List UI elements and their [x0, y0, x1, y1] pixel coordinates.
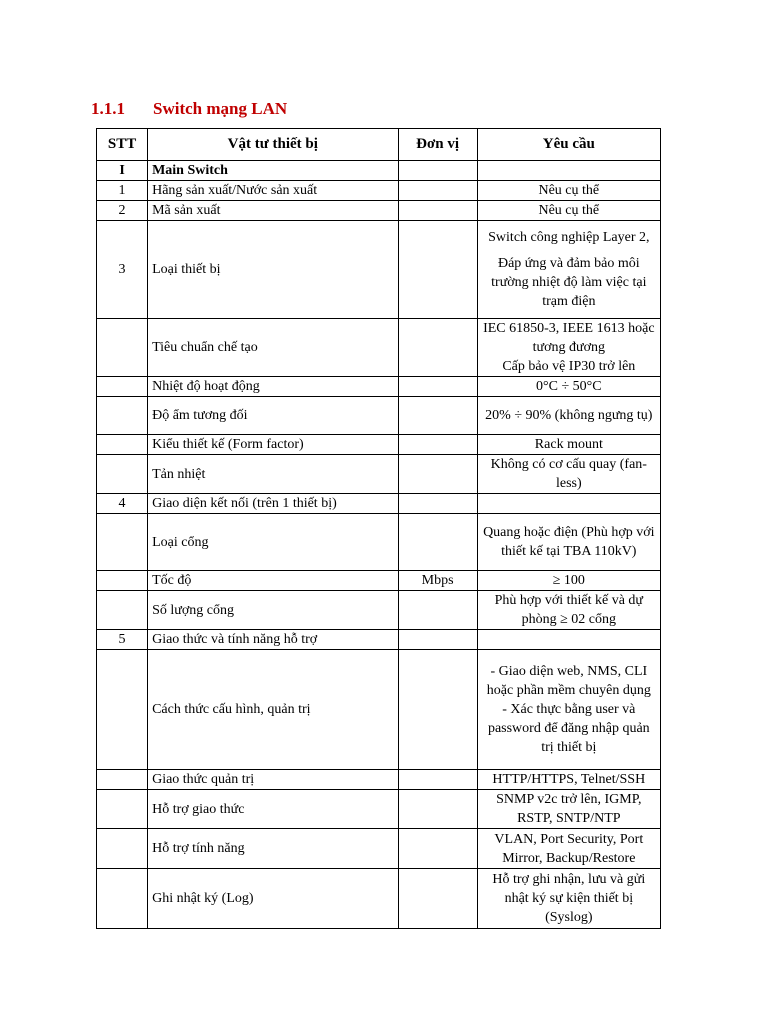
cell-stt — [97, 571, 148, 591]
spec-table — [96, 128, 661, 929]
cell-unit — [398, 377, 477, 397]
cell-unit — [398, 455, 477, 494]
requirement-line: Rack mount — [534, 437, 603, 452]
requirement-line: ≥ 100 — [552, 573, 585, 588]
cell-item: Loại thiết bị — [148, 221, 398, 319]
cell-item: Giao thức và tính năng hỗ trợ — [148, 630, 398, 650]
cell-item: Cách thức cấu hình, quản trị — [148, 650, 398, 770]
section-heading — [91, 99, 287, 119]
table-header-row — [97, 129, 661, 161]
header-item: Vật tư thiết bị — [148, 129, 398, 161]
cell-stt — [97, 319, 148, 377]
cell-item: Main Switch — [148, 161, 398, 181]
requirement-line: Phù hợp với thiết kế và dự phòng ≥ 02 cổng — [494, 593, 644, 627]
cell-requirement — [477, 455, 660, 494]
table-row — [97, 790, 661, 829]
requirement-line: Nêu cụ thể — [538, 203, 600, 218]
cell-unit: Mbps — [398, 571, 477, 591]
table-row — [97, 221, 661, 319]
cell-requirement — [477, 514, 660, 571]
cell-unit — [398, 770, 477, 790]
cell-stt — [97, 829, 148, 869]
cell-stt — [97, 397, 148, 435]
cell-requirement — [477, 770, 660, 790]
cell-requirement — [477, 630, 660, 650]
cell-stt — [97, 455, 148, 494]
cell-unit — [398, 790, 477, 829]
cell-requirement — [477, 319, 660, 377]
cell-stt — [97, 377, 148, 397]
cell-stt: I — [97, 161, 148, 181]
cell-item: Số lượng cổng — [148, 591, 398, 630]
header-unit: Đơn vị — [398, 129, 477, 161]
cell-item: Nhiệt độ hoạt động — [148, 377, 398, 397]
requirement-line: Switch công nghiệp Layer 2, — [488, 230, 650, 245]
cell-requirement — [477, 650, 660, 770]
header-stt: STT — [97, 129, 148, 161]
table-row — [97, 630, 661, 650]
cell-unit — [398, 397, 477, 435]
cell-unit — [398, 650, 477, 770]
requirement-line: 0°C ÷ 50°C — [536, 379, 602, 394]
section-number: 1.1.1 — [91, 99, 125, 118]
table-body — [97, 161, 661, 929]
cell-requirement — [477, 181, 660, 201]
requirement-line: Cấp bảo vệ IP30 trở lên — [502, 359, 636, 374]
cell-unit — [398, 869, 477, 929]
cell-unit — [398, 181, 477, 201]
cell-unit — [398, 201, 477, 221]
requirement-line: Hỗ trợ ghi nhận, lưu và gửi nhật ký sự kiện thiết bị (Syslog) — [492, 872, 646, 925]
cell-stt — [97, 514, 148, 571]
cell-stt — [97, 435, 148, 455]
table-row — [97, 650, 661, 770]
cell-unit — [398, 161, 477, 181]
cell-requirement — [477, 571, 660, 591]
cell-unit — [398, 591, 477, 630]
cell-stt: 2 — [97, 201, 148, 221]
table-row — [97, 869, 661, 929]
requirement-line: SNMP v2c trở lên, IGMP, RSTP, SNTP/NTP — [496, 792, 642, 826]
requirement-line: HTTP/HTTPS, Telnet/SSH — [492, 772, 646, 787]
cell-stt: 1 — [97, 181, 148, 201]
table-row — [97, 397, 661, 435]
table-row — [97, 201, 661, 221]
cell-requirement — [477, 201, 660, 221]
requirement-line: VLAN, Port Security, Port Mirror, Backup/Restore — [494, 831, 644, 866]
cell-item: Tản nhiệt — [148, 455, 398, 494]
cell-requirement — [477, 591, 660, 630]
table-row — [97, 435, 661, 455]
requirement-line: Quang hoặc điện (Phù hợp với thiết kế tại TBA 110kV) — [483, 525, 655, 559]
cell-unit — [398, 514, 477, 571]
cell-stt — [97, 591, 148, 630]
cell-stt — [97, 869, 148, 929]
table-row — [97, 770, 661, 790]
cell-item: Ghi nhật ký (Log) — [148, 869, 398, 929]
cell-item: Loại cổng — [148, 514, 398, 571]
cell-unit — [398, 630, 477, 650]
table-row — [97, 377, 661, 397]
cell-item: Độ ẩm tương đối — [148, 397, 398, 435]
table-row — [97, 514, 661, 571]
cell-item: Kiểu thiết kế (Form factor) — [148, 435, 398, 455]
cell-unit — [398, 435, 477, 455]
cell-unit — [398, 319, 477, 377]
requirement-line: - Xác thực bằng user và password để đăng nhập quản trị thiết bị — [487, 702, 650, 755]
header-requirement: Yêu cầu — [477, 129, 660, 161]
cell-item: Hãng sản xuất/Nước sản xuất — [148, 181, 398, 201]
table-row — [97, 571, 661, 591]
cell-item: Hỗ trợ giao thức — [148, 790, 398, 829]
table-row — [97, 494, 661, 514]
cell-requirement — [477, 161, 660, 181]
requirement-line: 20% ÷ 90% (không ngưng tụ) — [485, 408, 653, 423]
cell-item: Mã sản xuất — [148, 201, 398, 221]
cell-requirement — [477, 435, 660, 455]
cell-requirement — [477, 397, 660, 435]
table-row — [97, 829, 661, 869]
cell-unit — [398, 221, 477, 319]
cell-unit — [398, 494, 477, 514]
requirement-line: Nêu cụ thể — [538, 183, 600, 198]
requirement-line: Không có cơ cấu quay (fan-less) — [490, 457, 647, 491]
requirement-line: IEC 61850-3, IEEE 1613 hoặc tương đương — [483, 321, 655, 355]
section-title: Switch mạng LAN — [153, 99, 288, 118]
cell-requirement — [477, 790, 660, 829]
table-row — [97, 591, 661, 630]
table-row — [97, 455, 661, 494]
cell-stt: 4 — [97, 494, 148, 514]
cell-item: Tiêu chuẩn chế tạo — [148, 319, 398, 377]
table-row — [97, 319, 661, 377]
cell-stt — [97, 790, 148, 829]
cell-item: Tốc độ — [148, 571, 398, 591]
cell-requirement — [477, 221, 660, 319]
requirement-line: Đáp ứng và đảm bảo môi trường nhiệt độ làm việc tại trạm điện — [491, 256, 647, 309]
cell-item: Giao diện kết nối (trên 1 thiết bị) — [148, 494, 398, 514]
requirement-line: - Giao diện web, NMS, CLI hoặc phần mềm chuyên dụng — [486, 664, 651, 698]
table-row — [97, 161, 661, 181]
table-row — [97, 181, 661, 201]
cell-stt: 5 — [97, 630, 148, 650]
cell-requirement — [477, 494, 660, 514]
cell-item: Hỗ trợ tính năng — [148, 829, 398, 869]
cell-requirement — [477, 377, 660, 397]
cell-requirement — [477, 829, 660, 869]
cell-unit — [398, 829, 477, 869]
cell-requirement — [477, 869, 660, 929]
cell-item: Giao thức quản trị — [148, 770, 398, 790]
cell-stt — [97, 650, 148, 770]
cell-stt — [97, 770, 148, 790]
cell-stt: 3 — [97, 221, 148, 319]
